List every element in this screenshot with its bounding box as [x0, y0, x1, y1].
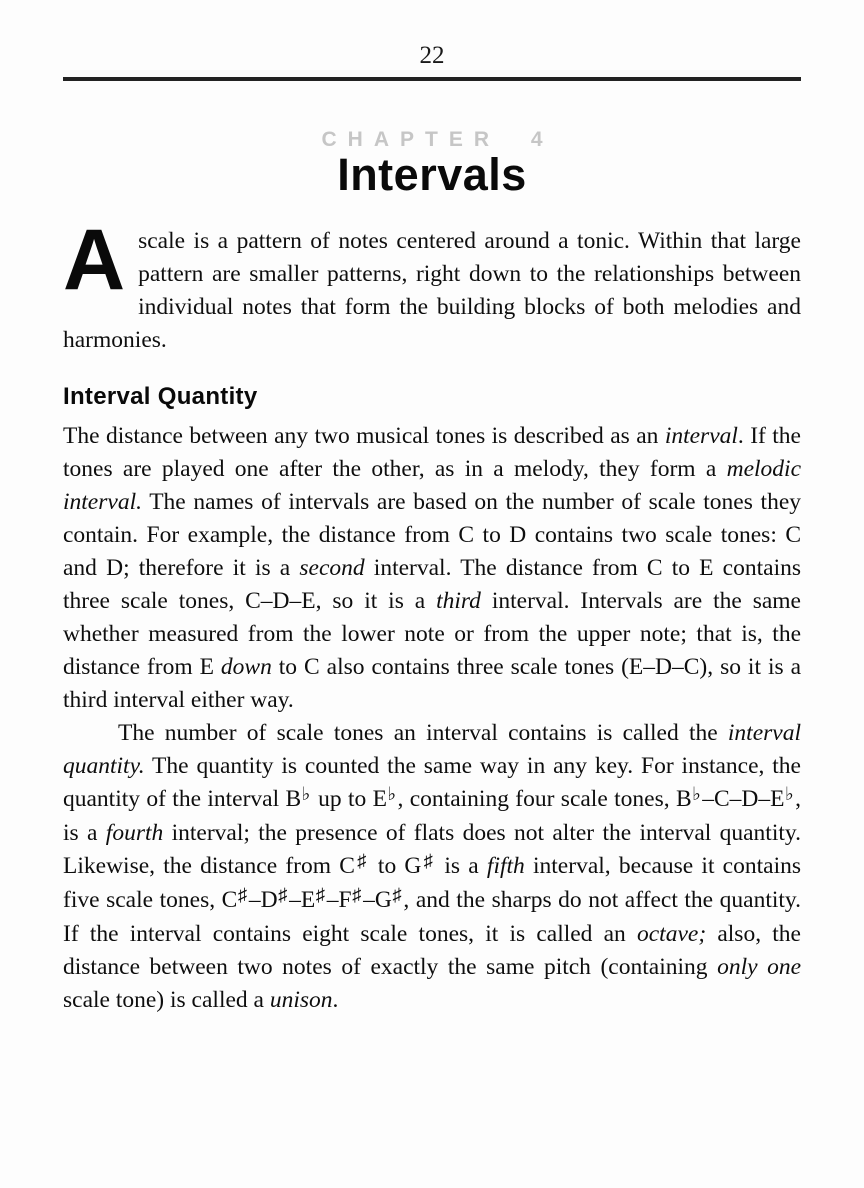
dropcap-letter: A: [63, 212, 126, 308]
chapter-heading-block: [63, 129, 801, 198]
page-number: 22: [419, 42, 445, 69]
paragraph-intro: [63, 212, 801, 357]
chapter-title: Intervals: [337, 149, 527, 200]
section-heading-interval-quantity: Interval Quantity: [63, 383, 258, 410]
chapter-label: CHAPTER 4: [321, 128, 554, 151]
paragraph-interval-quantity-2: The number of scale tones an interval contains is called the interval quantity. The quantity is counted the same way in any key. For instance, the quantity of the interval B♭ up to E♭, containing four scale tones, B♭–C–D–E♭, is a fourth interval; the presence of flats does not alter the interval quantity. Likewise, the distance from C♯ to G♯ is a fifth interval, because it contains five scale tones, C♯–D♯–E♯–F♯–G♯, and the sharps do not affect the quantity. If the interval contains eight scale tones, it is called an octave; also, the distance between two notes of exactly the same pitch (containing only one scale tone) is called a unison.: [63, 720, 802, 1013]
paragraph-interval-quantity-1: The distance between any two musical tones is described as an interval. If the tones are played one after the other, as in a melody, they form a melodic interval. The names of intervals are based on the number of scale tones they contain. For example, the distance from C to D contains two scale tones: C and D; therefore it is a second interval. The distance from C to E contains three scale tones, C–D–E, so it is a third interval. Intervals are the same whether measured from the lower note or from the upper note; that is, the distance from E down to C also contains three scale tones (E–D–C), so it is a third interval either way.: [63, 423, 802, 713]
header-rule: [63, 77, 801, 81]
paragraph-intro-text: scale is a pattern of notes centered around a tonic. Within that large pattern are smaller patterns, right down to the relationships between individual notes that form the building blocks of both melodies and harmonies.: [63, 228, 801, 353]
